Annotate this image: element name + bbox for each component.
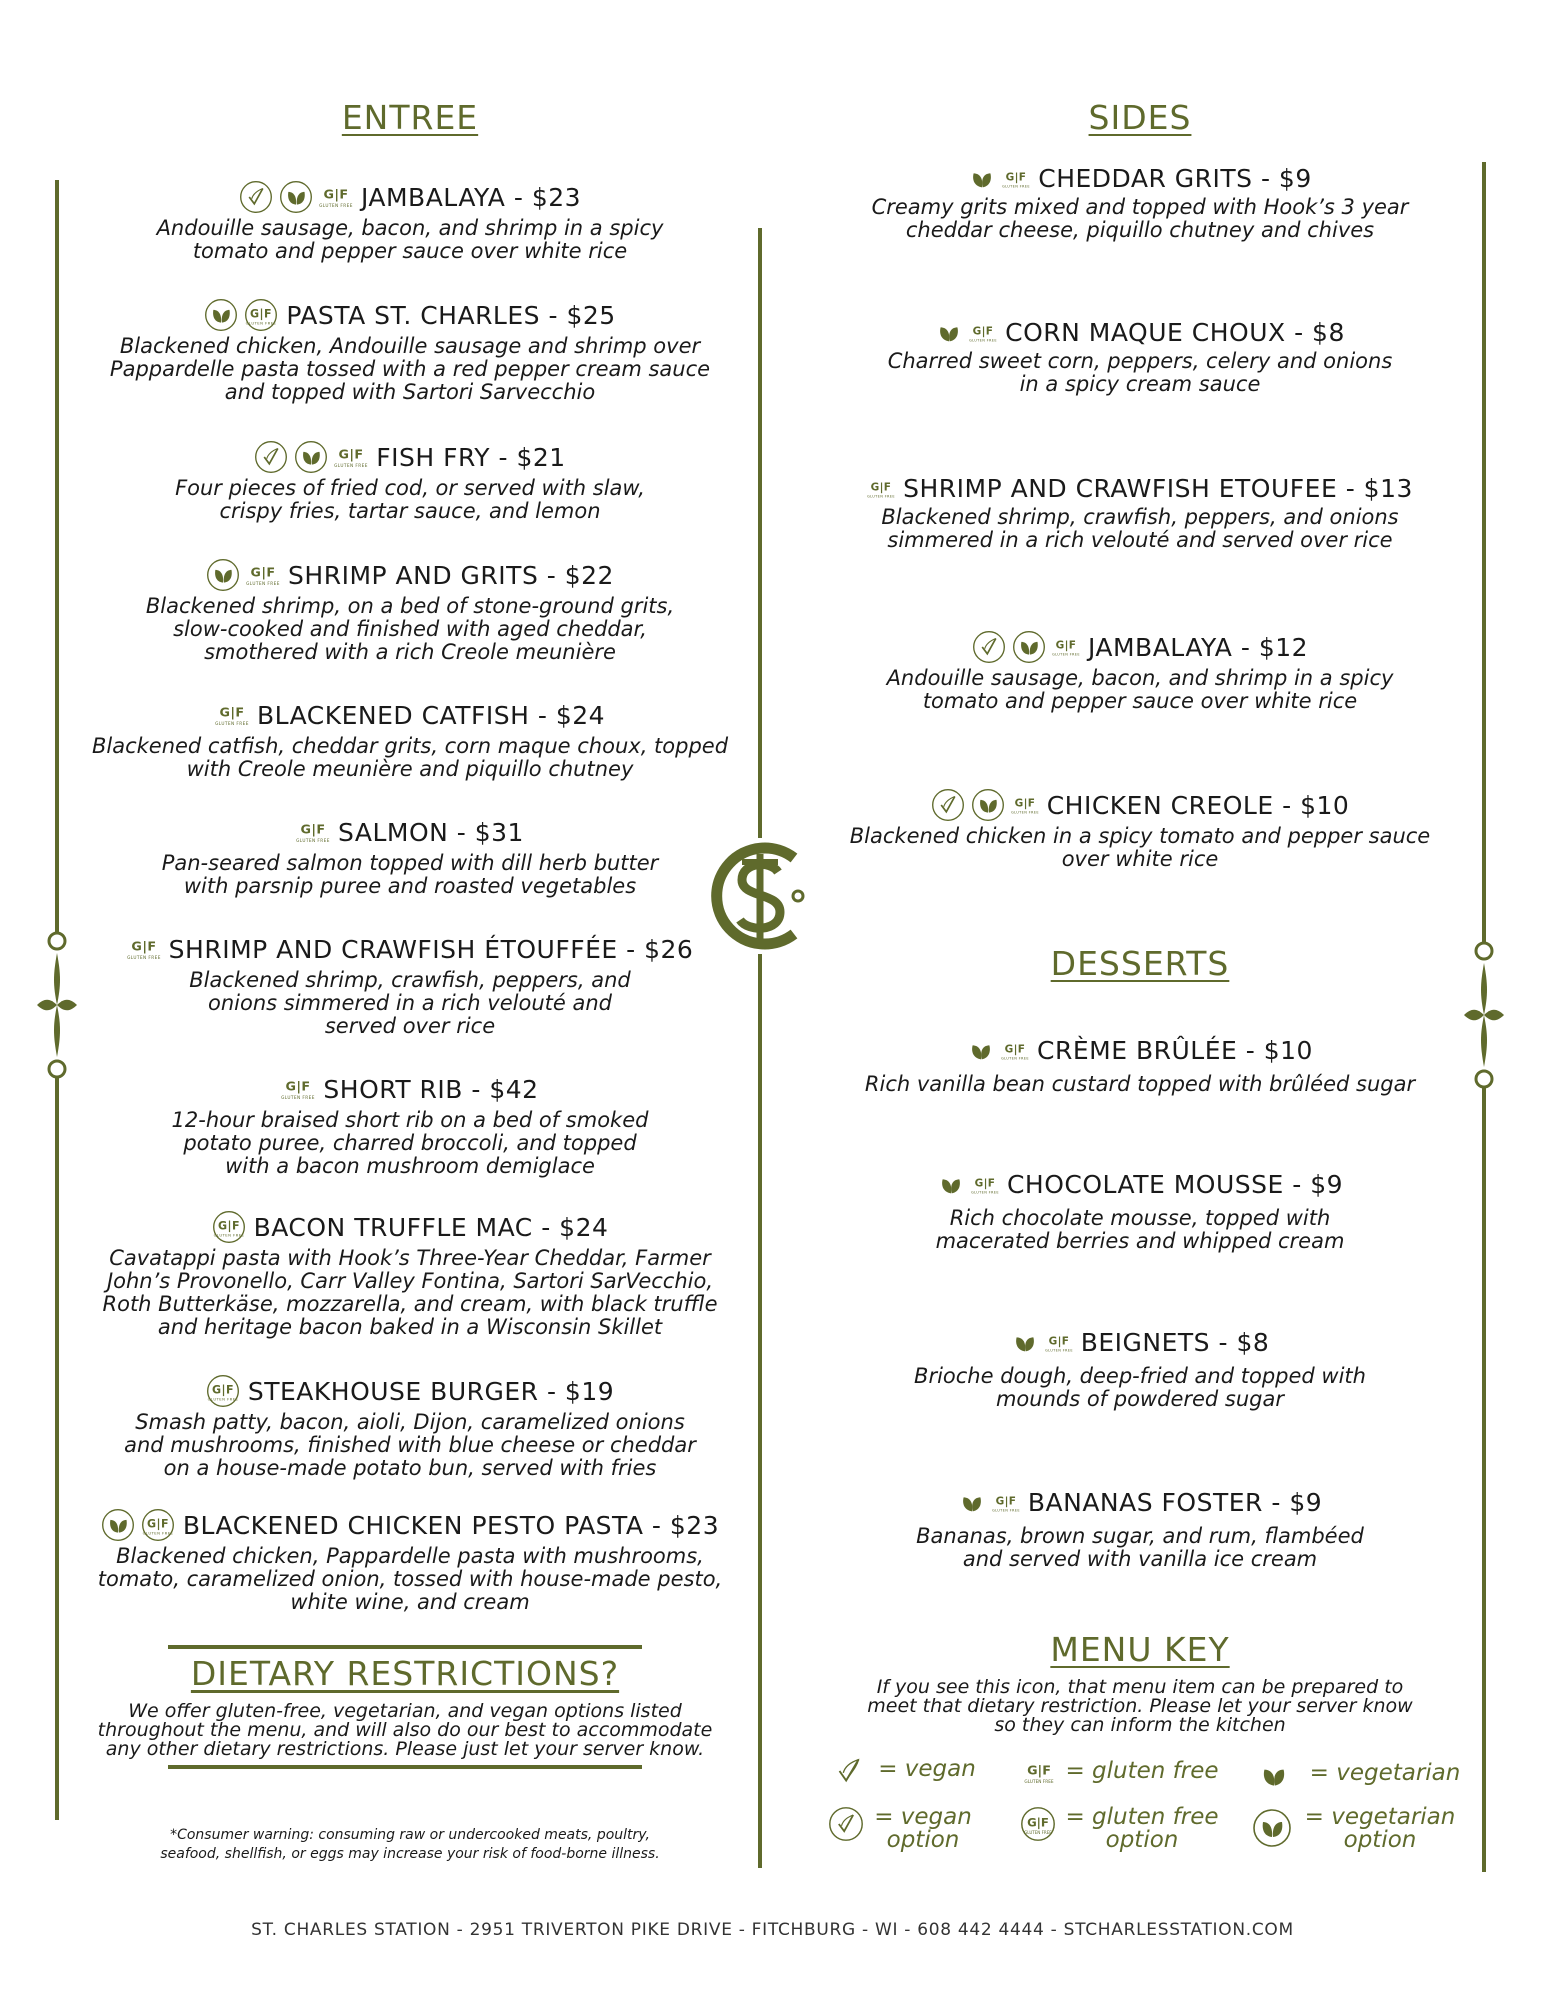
key-label-line: option: [886, 1827, 960, 1853]
item-desc-line: Blackened shrimp, crawfish, peppers, and: [189, 968, 631, 992]
gluten-free-icon: [281, 1072, 315, 1106]
side-item-cheddar-grits: [820, 164, 1460, 242]
dietary-text-line: any other dietary restrictions. Please just let your server know.: [105, 1738, 705, 1760]
item-title: CHEDDAR GRITS - $9: [1038, 164, 1312, 193]
item-title: SHRIMP AND CRAWFISH ÉTOUFFÉE - $26: [168, 934, 694, 964]
item-title: BEIGNETS - $8: [1080, 1328, 1270, 1357]
vegan-option-icon: [972, 630, 1006, 664]
vegan-option-icon: [828, 1806, 864, 1842]
item-desc-line: Blackened chicken, Pappardelle pasta with mushrooms,: [116, 1544, 704, 1568]
dietary-bottom-rule: [168, 1765, 642, 1769]
gluten-free-icon: [127, 932, 161, 966]
warning-line: *Consumer warning: consuming raw or undercooked meats, poultry,: [170, 1827, 650, 1843]
dessert-item-beignets: [820, 1328, 1460, 1411]
key-label-line: = vegetarian: [1304, 1804, 1456, 1830]
dietary-text: [80, 1702, 730, 1759]
key-label-line: = gluten free: [1065, 1804, 1219, 1830]
item-desc-line: Charred sweet corn, peppers, celery and onions: [887, 349, 1393, 373]
dessert-item-bananas-foster: [820, 1488, 1460, 1571]
vegetarian-icon: [968, 165, 996, 193]
side-item-chicken-creole: [820, 788, 1460, 871]
dietary-text-line: throughout the menu, and will also do our best to accommodate: [97, 1719, 713, 1741]
item-desc-line: served over rice: [324, 1014, 496, 1038]
key-vegan-option-label: [868, 1806, 978, 1852]
item-desc-line: John’s Provonello, Carr Valley Fontina, Sartori SarVecchio,: [106, 1269, 714, 1293]
entree-item-bacon-truffle-mac: [90, 1210, 730, 1339]
item-title: PASTA ST. CHARLES - $25: [286, 300, 616, 330]
vegetarian-icon: [1258, 1760, 1290, 1792]
item-desc-line: Four pieces of fried cod, or served with slaw,: [175, 476, 645, 500]
menu-key-text-line: If you see this icon, that menu item can be prepared to: [876, 1676, 1404, 1698]
item-desc-line: over white rice: [1061, 847, 1219, 871]
item-desc-line: Creamy grits mixed and topped with Hook’s 3 year: [871, 195, 1409, 219]
entree-item-blackened-chicken-pesto-pasta: [70, 1508, 750, 1614]
item-desc-line: Bananas, brown sugar, and rum, flambéed: [916, 1524, 1364, 1548]
gluten-free-option-icon: [1020, 1806, 1056, 1842]
item-desc-line: smothered with a rich Creole meunière: [204, 640, 616, 664]
center-divider: [758, 228, 762, 1868]
item-desc-line: Smash patty, bacon, aioli, Dijon, caramelized onions: [135, 1410, 685, 1434]
dietary-top-rule: [168, 1645, 642, 1649]
key-gluten-free-label: = gluten free: [1065, 1758, 1219, 1784]
right-ornament-icon: [1462, 935, 1506, 1095]
entree-item-shrimp-crawfish-etouffee: [100, 932, 720, 1038]
vegetarian-icon: [1011, 1329, 1039, 1357]
item-title: JAMBALAYA - $23: [360, 182, 582, 212]
dietary-heading: DIETARY RESTRICTIONS?: [190, 1654, 620, 1693]
key-gluten-free-option-label: [1062, 1806, 1222, 1852]
gluten-free-icon: [969, 319, 997, 347]
item-title: BANANAS FOSTER - $9: [1027, 1488, 1323, 1517]
gluten-free-icon: [319, 180, 353, 214]
key-label-line: option: [1343, 1827, 1417, 1853]
key-label-line: option: [1105, 1827, 1179, 1853]
item-title: BLACKENED CATFISH - $24: [256, 700, 606, 730]
item-desc-line: macerated berries and whipped cream: [935, 1229, 1345, 1253]
gluten-free-icon: [334, 440, 368, 474]
item-title: SHRIMP AND CRAWFISH ETOUFEE - $13: [903, 474, 1413, 503]
item-desc-line: on a house-made potato bun, served with fries: [163, 1456, 657, 1480]
desserts-heading: DESSERTS: [1050, 944, 1230, 983]
item-desc-line: Blackened shrimp, crawfish, peppers, and onions: [881, 505, 1399, 529]
menu-key-heading: MENU KEY: [1050, 1630, 1230, 1669]
item-desc-line: Andouille sausage, bacon, and shrimp in a spicy: [156, 216, 664, 240]
vegan-option-icon: [239, 180, 273, 214]
consumer-warning: [120, 1826, 700, 1864]
gluten-free-icon: [1011, 791, 1039, 819]
gluten-free-option-icon: [206, 1374, 240, 1408]
item-desc-line: potato puree, charred broccoli, and topped: [183, 1131, 637, 1155]
entree-item-salmon: [100, 815, 720, 898]
gluten-free-icon: [296, 815, 330, 849]
item-title: BACON TRUFFLE MAC - $24: [253, 1212, 609, 1242]
key-vegetarian-option-label: [1300, 1806, 1460, 1852]
menu-key-text-line: so they can inform the kitchen: [994, 1714, 1286, 1736]
gluten-free-icon: [971, 1171, 999, 1199]
item-desc-line: and topped with Sartori Sarvecchio: [224, 380, 596, 404]
gluten-free-icon: [1002, 165, 1030, 193]
gluten-free-icon: [992, 1489, 1020, 1517]
key-vegetarian-label: = vegetarian: [1309, 1760, 1461, 1786]
item-desc-line: slow-cooked and finished with aged cheddar,: [173, 617, 647, 641]
item-desc-line: Pappardelle pasta tossed with a red pepper cream sauce: [109, 357, 711, 381]
vegetarian-icon: [958, 1489, 986, 1517]
item-desc-line: with parsnip puree and roasted vegetables: [183, 874, 637, 898]
side-item-corn-maque-choux: [820, 318, 1460, 396]
vegetarian-icon: [937, 1171, 965, 1199]
item-title: BLACKENED CHICKEN PESTO PASTA - $23: [182, 1510, 720, 1540]
gluten-free-icon: [1022, 1756, 1056, 1790]
item-desc-line: tomato, caramelized onion, tossed with house-made pesto,: [97, 1567, 723, 1591]
vegetarian-option-icon: [1012, 630, 1046, 664]
entree-item-pasta-st-charles: [90, 298, 730, 404]
item-desc-line: with a bacon mushroom demiglace: [225, 1154, 595, 1178]
vegetarian-option-icon: [204, 298, 238, 332]
vegetarian-option-icon: [971, 788, 1005, 822]
vegetarian-option-icon: [279, 180, 313, 214]
entree-item-short-rib: [100, 1072, 720, 1178]
item-desc-line: Brioche dough, deep-fried and topped with: [914, 1364, 1366, 1388]
item-title: CHICKEN CREOLE - $10: [1046, 790, 1350, 820]
item-desc-line: Blackened chicken in a spicy tomato and pepper sauce: [849, 824, 1431, 848]
vegan-icon: [830, 1752, 868, 1790]
gluten-free-icon: [1001, 1037, 1029, 1065]
gluten-free-option-icon: [244, 298, 278, 332]
item-desc-line: Blackened shrimp, on a bed of stone-ground grits,: [145, 594, 675, 618]
dietary-text-line: We offer gluten-free, vegetarian, and vegan options listed: [128, 1700, 682, 1722]
gluten-free-icon: [867, 475, 895, 503]
menu-key-text-line: meet that dietary restriction. Please let your server know: [867, 1695, 1413, 1717]
entree-item-jambalaya: [100, 180, 720, 263]
gluten-free-icon: [215, 698, 249, 732]
entree-item-fish-fry: [100, 440, 720, 523]
vegan-option-icon: [254, 440, 288, 474]
item-desc-line: Blackened chicken, Andouille sausage and shrimp over: [119, 334, 701, 358]
gluten-free-option-icon: [141, 1508, 175, 1542]
item-desc-line: mounds of powdered sugar: [995, 1387, 1285, 1411]
item-title: CRÈME BRÛLÉE - $10: [1037, 1036, 1313, 1065]
side-item-jambalaya: [820, 630, 1460, 713]
item-desc-line: white wine, and cream: [290, 1590, 530, 1614]
menu-key-text: [830, 1678, 1450, 1735]
gluten-free-icon: [1045, 1329, 1073, 1357]
item-title: STEAKHOUSE BURGER - $19: [247, 1376, 615, 1406]
item-title: JAMBALAYA - $12: [1087, 632, 1309, 662]
item-title: CORN MAQUE CHOUX - $8: [1005, 318, 1345, 347]
item-desc-line: and heritage bacon baked in a Wisconsin Skillet: [157, 1315, 663, 1339]
item-desc-line: Roth Butterkäse, mozzarella, and cream, with black truffle: [102, 1292, 718, 1316]
item-desc-line: onions simmered in a rich velouté and: [208, 991, 612, 1015]
item-desc-line: tomato and pepper sauce over white rice: [192, 239, 628, 263]
item-desc-line: Blackened catfish, cheddar grits, corn maque choux, topped: [91, 734, 729, 758]
dessert-item-chocolate-mousse: [820, 1170, 1460, 1253]
item-desc-line: Rich vanilla bean custard topped with brûléed sugar: [864, 1072, 1416, 1096]
entree-item-shrimp-and-grits: [100, 558, 720, 664]
item-desc-line: simmered in a rich velouté and served over rice: [887, 528, 1393, 552]
entree-item-steakhouse-burger: [100, 1374, 720, 1480]
vegetarian-option-icon: [206, 558, 240, 592]
item-title: SALMON - $31: [338, 817, 524, 847]
vegetarian-option-icon: [1252, 1808, 1292, 1848]
entree-heading: ENTREE: [341, 98, 479, 137]
entree-item-blackened-catfish: [80, 698, 740, 781]
footer-address: ST. CHARLES STATION - 2951 TRIVERTON PIKE DRIVE - FITCHBURG - WI - 608 442 4444 - STCHARLESSTATION.COM: [251, 1920, 1294, 1940]
sides-heading: SIDES: [1088, 98, 1192, 137]
item-title: SHRIMP AND GRITS - $22: [288, 560, 614, 590]
vegetarian-icon: [967, 1037, 995, 1065]
item-title: FISH FRY - $21: [376, 442, 566, 472]
item-title: CHOCOLATE MOUSSE - $9: [1006, 1170, 1344, 1199]
key-vegan-label: = vegan: [878, 1756, 976, 1782]
gluten-free-option-icon: [212, 1210, 246, 1244]
item-title: SHORT RIB - $42: [323, 1074, 539, 1104]
key-label-line: = vegan: [874, 1804, 972, 1830]
vegetarian-option-icon: [294, 440, 328, 474]
item-desc-line: Pan-seared salmon topped with dill herb butter: [161, 851, 659, 875]
vegan-option-icon: [931, 788, 965, 822]
item-desc-line: cheddar cheese, piquillo chutney and chives: [905, 218, 1375, 242]
item-desc-line: Andouille sausage, bacon, and shrimp in a spicy: [886, 666, 1394, 690]
item-desc-line: Cavatappi pasta with Hook’s Three-Year Cheddar, Farmer: [109, 1246, 711, 1270]
side-item-shrimp-crawfish-etoufee: [820, 474, 1460, 552]
item-desc-line: and served with vanilla ice cream: [962, 1547, 1318, 1571]
dessert-item-creme-brulee: [820, 1036, 1460, 1096]
warning-line: seafood, shellfish, or eggs may increase your risk of food-borne illness.: [160, 1846, 660, 1862]
item-desc-line: Rich chocolate mousse, topped with: [949, 1206, 1331, 1230]
item-desc-line: crispy fries, tartar sauce, and lemon: [219, 499, 601, 523]
gluten-free-icon: [1052, 633, 1080, 661]
vegetarian-option-icon: [101, 1508, 135, 1542]
left-ornament-icon: [35, 925, 79, 1085]
item-desc-line: tomato and pepper sauce over white rice: [922, 689, 1358, 713]
item-desc-line: and mushrooms, finished with blue cheese or cheddar: [124, 1433, 696, 1457]
item-desc-line: with Creole meunière and piquillo chutney: [186, 757, 634, 781]
vegetarian-icon: [935, 319, 963, 347]
item-desc-line: in a spicy cream sauce: [1019, 372, 1261, 396]
gluten-free-icon: [246, 558, 280, 592]
item-desc-line: 12-hour braised short rib on a bed of smoked: [171, 1108, 649, 1132]
